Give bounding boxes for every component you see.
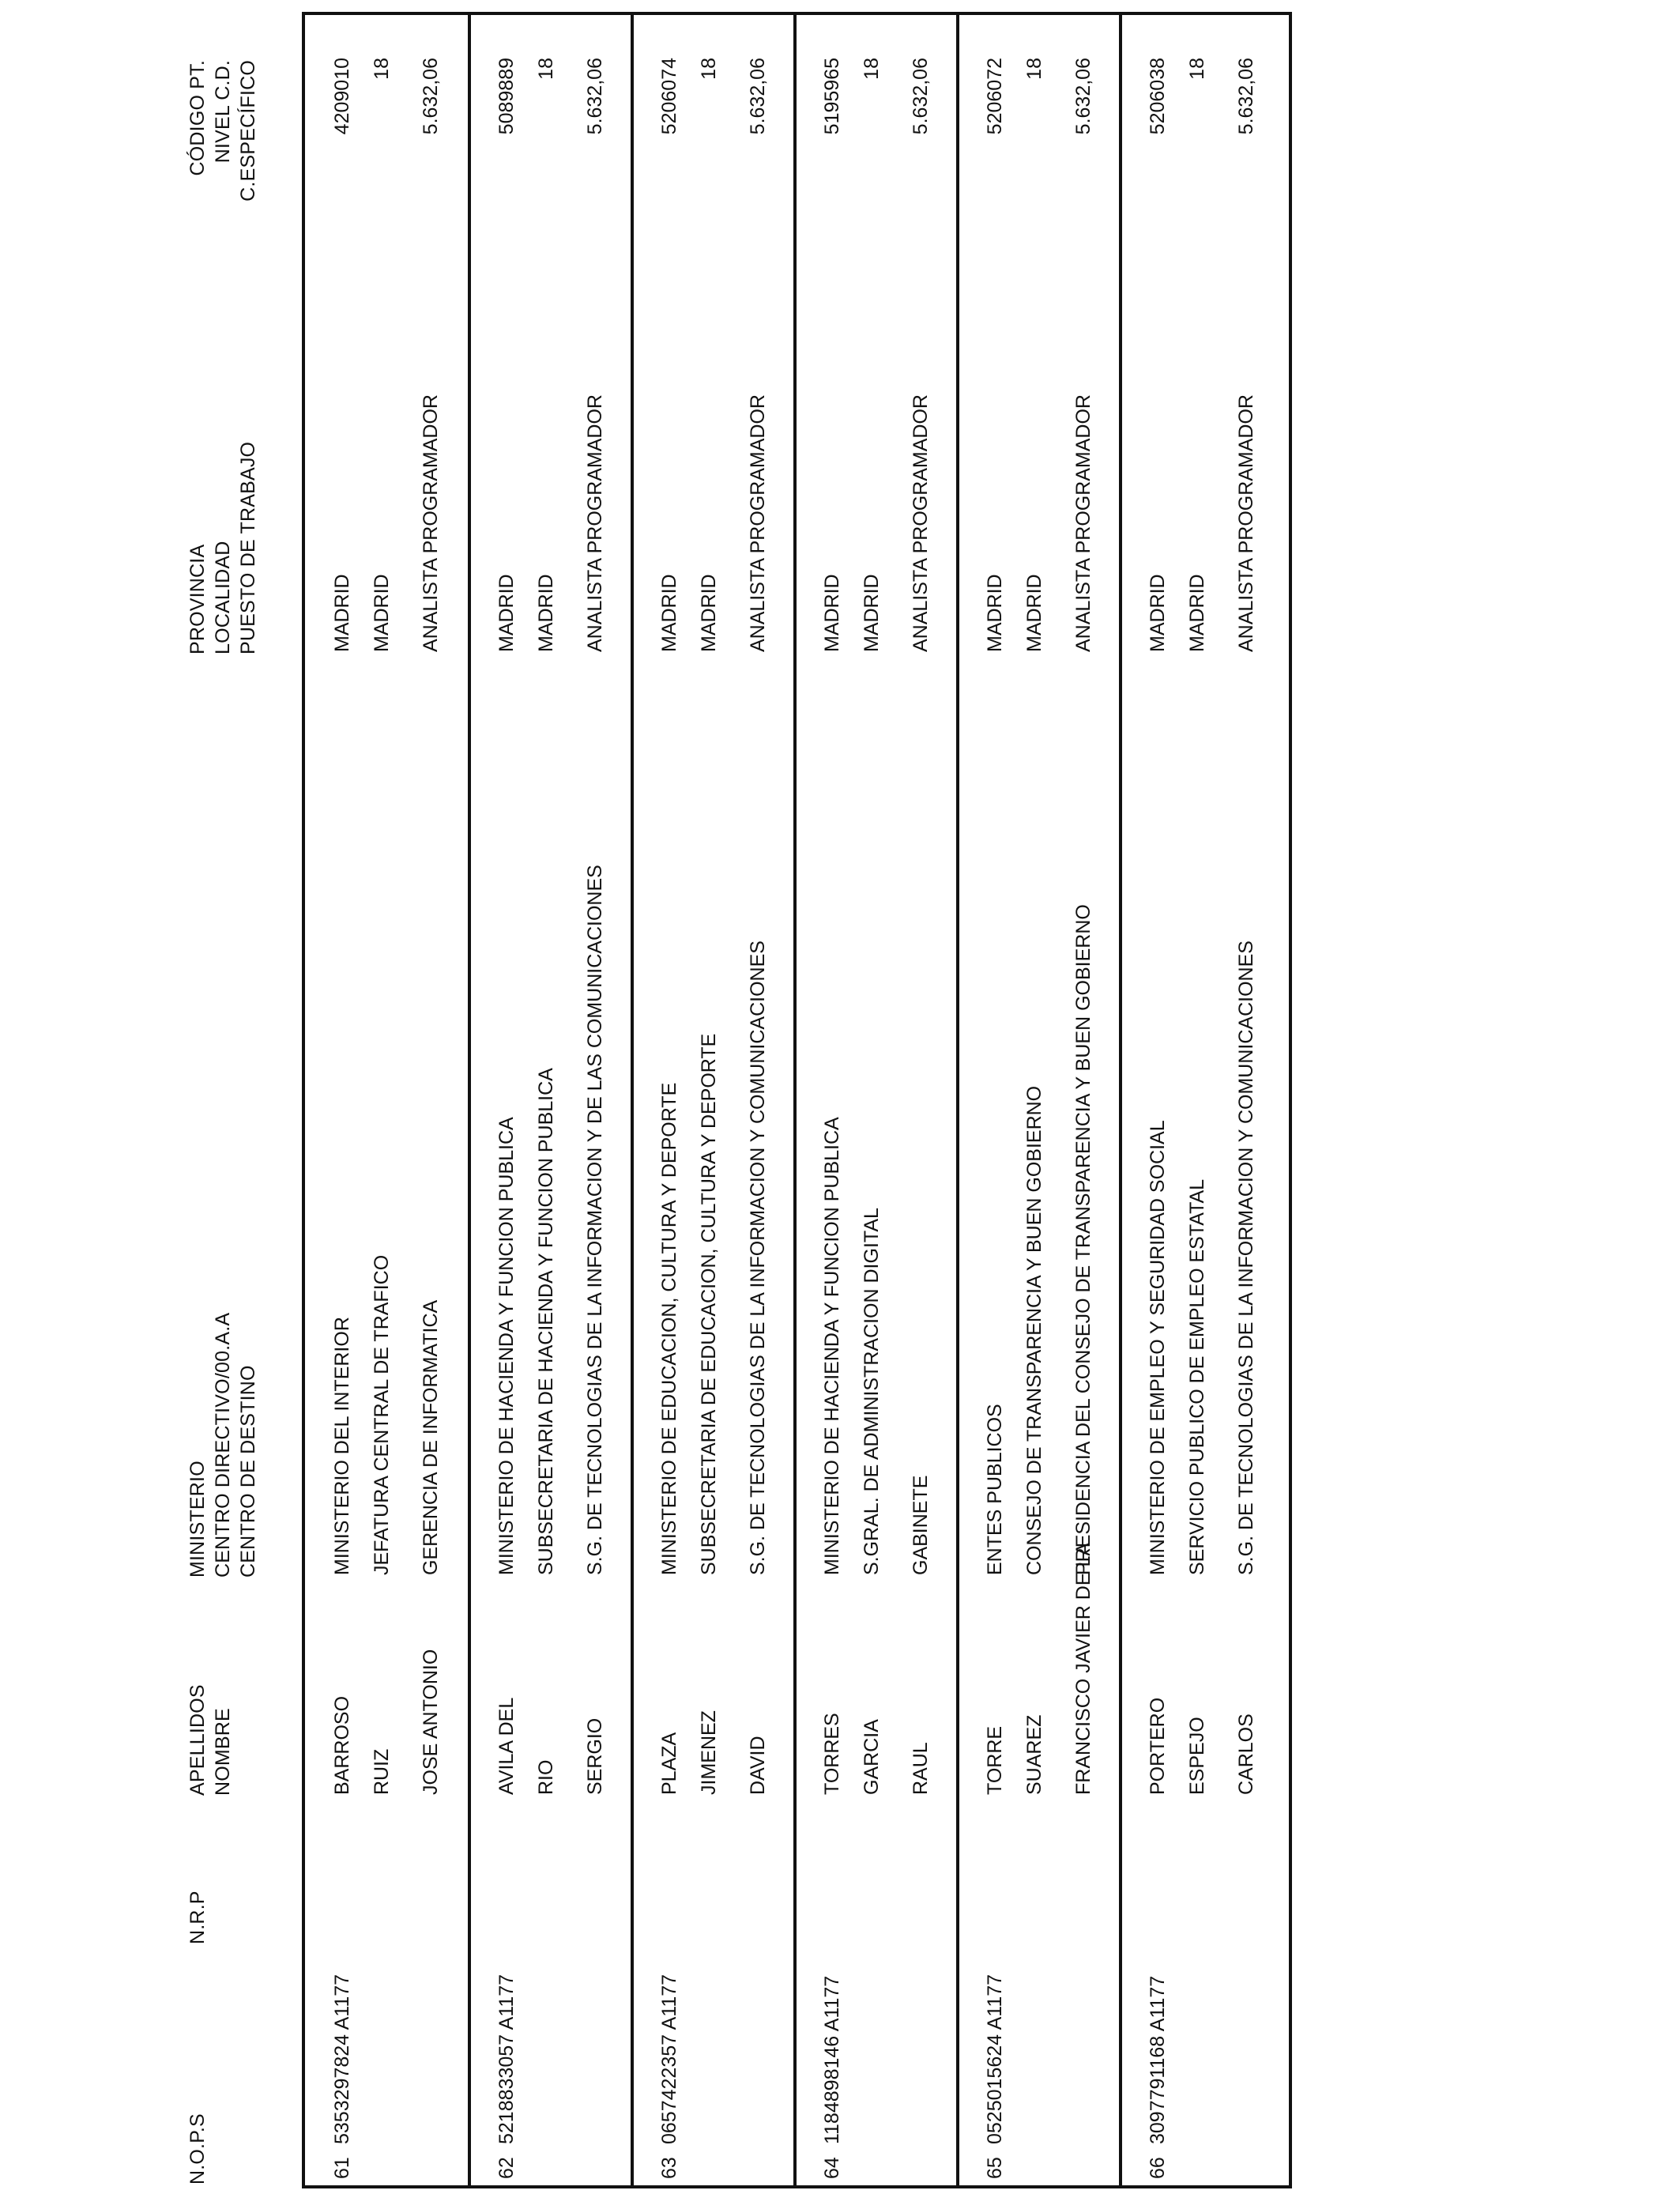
row-nivel: 18 [535,58,557,80]
row-nops: 64 [821,2157,843,2179]
row-centro-directivo: SUBSECRETARIA DE HACIENDA Y FUNCION PUBLICA [535,1068,557,1575]
table-row [793,15,956,2185]
header-ministerio-group [185,1313,261,1578]
row-nops: 65 [984,2157,1006,2179]
row-localidad: MADRID [861,574,883,652]
row-localidad: MADRID [371,574,393,652]
row-nrp: 0525015624 A1177 [984,1973,1006,2144]
row-nivel: 18 [861,58,883,80]
row-especifico: 5.632,06 [1235,58,1257,135]
row-nombre: RAUL [910,1742,932,1795]
header-provincia-group [185,442,261,654]
header-apellidos-label: APELLIDOS [186,1684,209,1796]
row-nivel: 18 [371,58,393,80]
row-puesto: ANALISTA PROGRAMADOR [1072,394,1094,652]
row-apellido1: TORRES [821,1713,843,1795]
header-nombre-label: NOMBRE [212,1708,234,1796]
header-puesto-label: PUESTO DE TRABAJO [237,441,259,654]
row-especifico: 5.632,06 [1072,58,1094,135]
row-nombre: FRANCISCO JAVIER DE LA [1072,1542,1094,1795]
header-centro-directivo-label: CENTRO DIRECTIVO/00.A.A [212,1312,234,1578]
row-apellido1: TORRE [984,1725,1006,1795]
header-especifico-label: C.ESPECÍFICO [237,60,259,202]
row-centro-destino: GABINETE [910,1475,932,1575]
row-provincia: MADRID [331,574,353,652]
row-especifico: 5.632,06 [747,58,769,135]
table-row [1119,15,1282,2185]
header-codigo-group [185,60,261,202]
header-apellidos-nombre [185,1684,235,1796]
row-localidad: MADRID [535,574,557,652]
row-provincia: MADRID [984,574,1006,652]
row-apellido1: PORTERO [1147,1697,1169,1795]
row-apellido2: GARCIA [861,1719,883,1795]
row-nrp: 5353297824 A1177 [331,1973,353,2144]
row-centro-directivo: SUBSECRETARIA DE EDUCACION, CULTURA Y DEPORTE [698,1033,720,1575]
row-apellido2: JIMENEZ [698,1710,720,1795]
row-apellido2: RIO [535,1759,557,1795]
row-nops: 62 [495,2157,518,2179]
row-localidad: MADRID [698,574,720,652]
row-apellido1: AVILA DEL [495,1697,518,1795]
header-nrp-label: N.R.P [186,1891,209,1944]
row-ministerio: MINISTERIO DE HACIENDA Y FUNCION PUBLICA [821,1117,843,1575]
row-nombre: CARLOS [1235,1713,1257,1795]
row-ministerio: MINISTERIO DEL INTERIOR [331,1317,353,1575]
row-nrp: 5218833057 A1177 [495,1973,518,2144]
row-apellido2: SUAREZ [1023,1714,1045,1795]
row-codigo: 5206038 [1147,58,1169,135]
row-ministerio: MINISTERIO DE HACIENDA Y FUNCION PUBLICA [495,1117,518,1575]
row-nombre: SERGIO [584,1717,606,1795]
row-localidad: MADRID [1023,574,1045,652]
row-ministerio: MINISTERIO DE EDUCACION, CULTURA Y DEPORTE [658,1082,680,1575]
row-puesto: ANALISTA PROGRAMADOR [420,394,442,652]
header-localidad-label: LOCALIDAD [212,541,234,654]
row-nombre: DAVID [747,1736,769,1795]
row-provincia: MADRID [821,574,843,652]
row-codigo: 5195965 [821,58,843,135]
row-codigo: 5089889 [495,58,518,135]
row-nivel: 18 [1186,58,1208,80]
row-nops: 63 [658,2157,680,2179]
row-nops: 61 [331,2157,353,2179]
row-centro-destino: PRESIDENCIA DEL CONSEJO DE TRANSPARENCIA Y BUEN GOBIERNO [1072,904,1094,1575]
row-puesto: ANALISTA PROGRAMADOR [1235,394,1257,652]
row-apellido1: PLAZA [658,1732,680,1795]
row-codigo: 5206072 [984,58,1006,135]
header-nops-label: N.O.P.S [186,2113,209,2185]
row-nrp: 1184898146 A1177 [821,1975,843,2144]
row-apellido2: RUIZ [371,1748,393,1795]
header-nrp [185,1891,210,1944]
row-nrp: 0657422357 A1177 [658,1973,680,2144]
row-centro-directivo: CONSEJO DE TRANSPARENCIA Y BUEN GOBIERNO [1023,1085,1045,1575]
row-centro-destino: GERENCIA DE INFORMATICA [420,1299,442,1575]
header-nops [185,2113,210,2185]
header-ministerio-label: MINISTERIO [186,1461,209,1578]
row-especifico: 5.632,06 [910,58,932,135]
header-codigo-label: CÓDIGO PT. [186,60,209,176]
table-row [468,15,631,2185]
row-provincia: MADRID [495,574,518,652]
row-nops: 66 [1147,2157,1169,2179]
row-apellido1: BARROSO [331,1695,353,1795]
table-row [631,15,793,2185]
row-centro-destino: S.G. DE TECNOLOGIAS DE LA INFORMACION Y DE LAS COMUNICACIONES [584,865,606,1575]
table-row [956,15,1119,2185]
row-codigo: 4209010 [331,58,353,135]
records-table [302,12,1292,2188]
row-ministerio: MINISTERIO DE EMPLEO Y SEGURIDAD SOCIAL [1147,1120,1169,1575]
row-puesto: ANALISTA PROGRAMADOR [584,394,606,652]
row-puesto: ANALISTA PROGRAMADOR [910,394,932,652]
header-provincia-label: PROVINCIA [186,544,209,654]
row-puesto: ANALISTA PROGRAMADOR [747,394,769,652]
header-centro-destino-label: CENTRO DE DESTINO [237,1365,259,1578]
row-centro-directivo: S.GRAL. DE ADMINISTRACION DIGITAL [861,1208,883,1575]
row-centro-destino: S.G. DE TECNOLOGIAS DE LA INFORMACION Y COMUNICACIONES [747,941,769,1575]
row-centro-destino: S.G. DE TECNOLOGIAS DE LA INFORMACION Y COMUNICACIONES [1235,941,1257,1575]
row-provincia: MADRID [658,574,680,652]
row-centro-directivo: JEFATURA CENTRAL DE TRAFICO [371,1254,393,1575]
row-codigo: 5206074 [658,58,680,135]
row-nrp: 3097791168 A1177 [1147,1975,1169,2144]
row-localidad: MADRID [1186,574,1208,652]
row-provincia: MADRID [1147,574,1169,652]
row-nivel: 18 [1023,58,1045,80]
row-nivel: 18 [698,58,720,80]
row-especifico: 5.632,06 [420,58,442,135]
row-apellido2: ESPEJO [1186,1717,1208,1795]
row-especifico: 5.632,06 [584,58,606,135]
header-nivel-label: NIVEL C.D. [212,60,234,164]
row-centro-directivo: SERVICIO PUBLICO DE EMPLEO ESTATAL [1186,1178,1208,1575]
table-row [305,15,468,2185]
row-ministerio: ENTES PUBLICOS [984,1404,1006,1575]
row-nombre: JOSE ANTONIO [420,1649,442,1795]
